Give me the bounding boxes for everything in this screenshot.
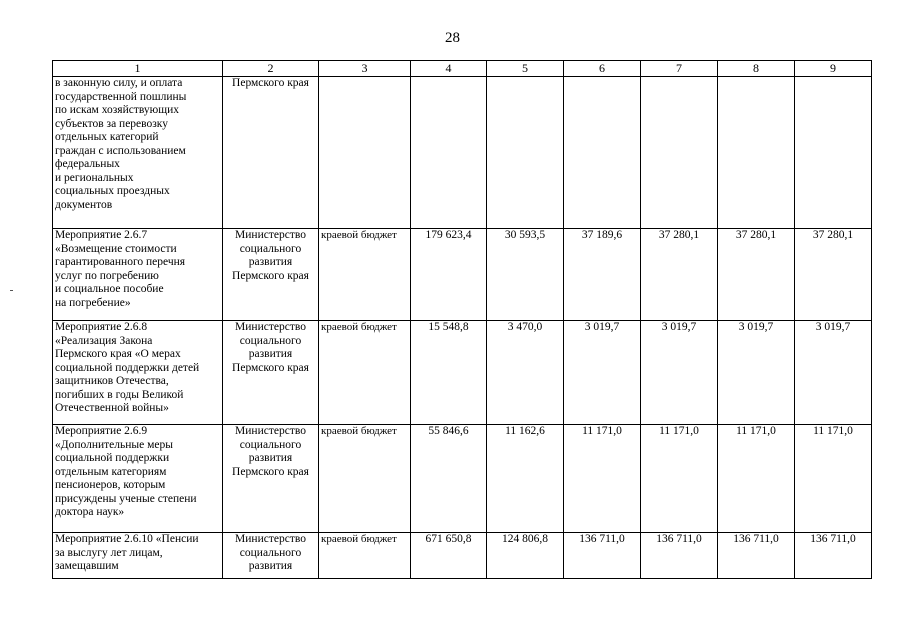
amount-cell xyxy=(487,77,564,229)
funding-source-cell: краевой бюджет xyxy=(319,321,411,425)
header-row xyxy=(53,61,872,77)
table-row xyxy=(53,229,872,321)
executor-cell xyxy=(223,533,319,579)
description-line: Мероприятие 2.6.8 xyxy=(55,321,148,333)
executor-line: социального xyxy=(239,438,302,451)
header-cell: 6 xyxy=(564,61,641,77)
funding-source-cell: краевой бюджет xyxy=(319,533,411,579)
amount-cell: 11 162,6 xyxy=(487,425,564,533)
description-line: «Реализация Закона xyxy=(55,334,153,347)
amount-cell xyxy=(564,77,641,229)
amount-cell xyxy=(411,77,487,229)
amount-cell: 37 280,1 xyxy=(641,229,718,321)
description-line: Отечественной войны» xyxy=(55,402,169,414)
amount-cell: 3 470,0 xyxy=(487,321,564,425)
header-cell: 4 xyxy=(411,61,487,77)
amount-cell: 3 019,7 xyxy=(564,321,641,425)
description-line: социальной поддержки детей xyxy=(55,361,200,374)
measure-description-cell xyxy=(53,425,223,533)
description-line: социальных проездных xyxy=(55,185,170,197)
amount-cell: 124 806,8 xyxy=(487,533,564,579)
description-line: социальной поддержки xyxy=(55,452,170,464)
executor-line: Министерство xyxy=(235,425,306,437)
measure-description-cell xyxy=(53,321,223,425)
executor-cell xyxy=(223,229,319,321)
table-row xyxy=(53,321,872,425)
description-line: доктора наук» xyxy=(55,506,125,518)
description-line: государственной пошлины xyxy=(55,90,187,103)
description-line: пенсионеров, которым xyxy=(55,479,166,491)
description-line: по искам хозяйствующих xyxy=(55,104,180,116)
header-cell: 5 xyxy=(487,61,564,77)
amount-cell: 55 846,6 xyxy=(411,425,487,533)
description-line: Пермского края «О мерах xyxy=(55,348,181,360)
amount-cell: 30 593,5 xyxy=(487,229,564,321)
description-line: Мероприятие 2.6.10 «Пенсии xyxy=(55,533,199,545)
amount-cell: 37 280,1 xyxy=(795,229,872,321)
description-line: на погребение» xyxy=(55,296,131,309)
description-line: документов xyxy=(55,198,113,211)
description-line: за выслугу лет лицам, xyxy=(55,546,163,559)
description-line: гарантированного перечня xyxy=(55,256,186,268)
header-cell: 2 xyxy=(223,61,319,77)
executor-line: развития xyxy=(248,256,293,268)
amount-cell xyxy=(718,77,795,229)
header-cell: 3 xyxy=(319,61,411,77)
amount-cell: 3 019,7 xyxy=(641,321,718,425)
amount-cell xyxy=(795,77,872,229)
description-line: услуг по погребению xyxy=(55,269,159,282)
amount-cell: 136 711,0 xyxy=(718,533,795,579)
executor-line: социального xyxy=(239,334,302,347)
description-line: граждан с использованием xyxy=(55,144,186,157)
executor-line: Министерство xyxy=(235,229,306,241)
page-number: 28 xyxy=(445,30,460,46)
executor-line: развития xyxy=(248,560,293,572)
amount-cell: 37 280,1 xyxy=(718,229,795,321)
description-line: Мероприятие 2.6.9 xyxy=(55,425,148,437)
executor-cell xyxy=(223,321,319,425)
description-line: «Возмещение стоимости xyxy=(55,242,177,255)
executor-line: развития xyxy=(248,452,293,464)
header-cell: 9 xyxy=(795,61,872,77)
margin-mark xyxy=(10,290,13,291)
executor-line: социального xyxy=(239,242,302,255)
amount-cell: 136 711,0 xyxy=(564,533,641,579)
amount-cell: 3 019,7 xyxy=(795,321,872,425)
executor-line: Пермского края xyxy=(232,361,309,374)
amount-cell xyxy=(641,77,718,229)
amount-cell: 136 711,0 xyxy=(795,533,872,579)
executor-line: Пермского края xyxy=(232,269,309,282)
table-body xyxy=(53,61,872,579)
description-line: погибших в годы Великой xyxy=(55,388,184,401)
description-line: субъектов за перевозку xyxy=(55,117,168,130)
amount-cell: 37 189,6 xyxy=(564,229,641,321)
description-line: отдельным категориям xyxy=(55,465,167,478)
executor-cell xyxy=(223,425,319,533)
executor-line: социального xyxy=(239,546,302,559)
header-cell: 7 xyxy=(641,61,718,77)
budget-table xyxy=(52,60,872,579)
amount-cell: 11 171,0 xyxy=(718,425,795,533)
table-row xyxy=(53,77,872,229)
amount-cell: 11 171,0 xyxy=(564,425,641,533)
amount-cell: 3 019,7 xyxy=(718,321,795,425)
description-line: и социальное пособие xyxy=(55,283,164,295)
header-cell: 8 xyxy=(718,61,795,77)
executor-line: Пермского края xyxy=(232,465,309,478)
description-line: присуждены ученые степени xyxy=(55,492,197,505)
description-line: отдельных категорий xyxy=(55,131,159,143)
description-line: Мероприятие 2.6.7 xyxy=(55,229,148,241)
measure-description-cell xyxy=(53,229,223,321)
measure-description-cell xyxy=(53,77,223,229)
amount-cell: 136 711,0 xyxy=(641,533,718,579)
description-line: и региональных xyxy=(55,171,134,184)
amount-cell: 671 650,8 xyxy=(411,533,487,579)
funding-source-cell: краевой бюджет xyxy=(319,425,411,533)
description-line: «Дополнительные меры xyxy=(55,438,173,451)
measure-description-cell xyxy=(53,533,223,579)
funding-source-cell: краевой бюджет xyxy=(319,229,411,321)
amount-cell: 11 171,0 xyxy=(795,425,872,533)
funding-source-cell xyxy=(319,77,411,229)
executor-cell xyxy=(223,77,319,229)
description-line: федеральных xyxy=(55,158,120,170)
description-line: в законную силу, и оплата xyxy=(55,77,183,89)
executor-line: развития xyxy=(248,348,293,360)
table-row xyxy=(53,425,872,533)
amount-cell: 11 171,0 xyxy=(641,425,718,533)
table-row xyxy=(53,533,872,579)
amount-cell: 15 548,8 xyxy=(411,321,487,425)
executor-line: Министерство xyxy=(235,533,306,545)
header-cell: 1 xyxy=(53,61,223,77)
description-line: защитников Отечества, xyxy=(55,375,169,387)
description-line: замещавшим xyxy=(55,560,119,572)
executor-line: Министерство xyxy=(235,321,306,333)
executor-line: Пермского края xyxy=(232,77,309,89)
amount-cell: 179 623,4 xyxy=(411,229,487,321)
